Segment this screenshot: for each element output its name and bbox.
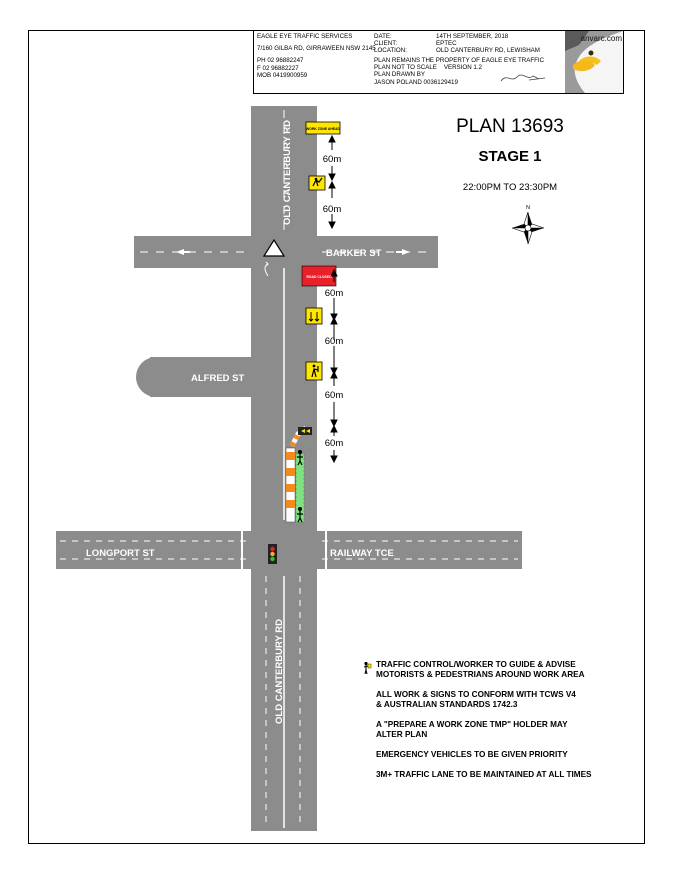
location-value: OLD CANTERBURY RD, LEWISHAM (436, 47, 540, 55)
distance-label: 60m (322, 204, 342, 215)
plan-title: PLAN 13693 (456, 116, 564, 137)
note-item: EMERGENCY VEHICLES TO BE GIVEN PRIORITY (376, 750, 568, 759)
company-mobile: MOB 0419900959 (257, 71, 308, 79)
distance-label: 60m (324, 438, 344, 449)
label-longport-st: LONGPORT ST (86, 548, 155, 559)
north-compass-icon (512, 205, 544, 244)
sign-lane-arrows (306, 308, 322, 324)
plan-notes (376, 660, 646, 790)
distance-label: 60m (324, 336, 344, 347)
note-item: TRAFFIC CONTROL/WORKER TO GUIDE & ADVISE MOTORISTS & PEDESTRIANS AROUND WORK AREA (376, 660, 585, 679)
plan-stage: STAGE 1 (478, 148, 542, 165)
label-old-canterbury-bottom: OLD CANTERBURY RD (274, 618, 285, 724)
distance-markers (329, 136, 337, 462)
company-fax: F 02 96882227 (257, 64, 299, 72)
label-alfred-st: ALFRED ST (191, 373, 245, 384)
sign-work-zone-text: WORK ZONE AHEAD (306, 127, 340, 131)
location-label: LOCATION: (374, 47, 407, 55)
sign-worker-ahead (309, 176, 325, 190)
label-old-canterbury-top: OLD CANTERBURY RD (282, 119, 293, 225)
sign-road-closed-text: ROAD CLOSED (306, 275, 332, 279)
alfred-cul-de-sac (136, 357, 176, 397)
traffic-light-icon (268, 544, 277, 564)
note-item: A "PREPARE A WORK ZONE TMP" HOLDER MAY ALTER PLAN (376, 720, 568, 739)
drawn-by: JASON POLAND 0036129419 (374, 78, 458, 86)
client-label: CLIENT: (374, 40, 398, 48)
date-value: 14TH SEPTEMBER, 2018 (436, 33, 509, 40)
label-barker-st: BARKER ST (326, 248, 382, 259)
website-fragment: anvarc.com (580, 34, 622, 43)
plan-time: 22:00PM TO 23:30PM (462, 182, 558, 193)
scale-note: PLAN NOT TO SCALE (374, 64, 437, 72)
distance-label: 60m (324, 390, 344, 401)
note-worker-icon (364, 662, 371, 674)
company-phone: PH 02 96882247 (257, 57, 304, 65)
distance-label: 60m (322, 154, 342, 165)
drawn-by-label: PLAN DRAWN BY (374, 71, 425, 79)
note-item: 3M+ TRAFFIC LANE TO BE MAINTAINED AT ALL TIMES (376, 770, 592, 779)
date-label: DATE: (374, 33, 392, 40)
note-item: ALL WORK & SIGNS TO CONFORM WITH TCWS V4 & AUSTRALIAN STANDARDS 1742.3 (376, 690, 576, 709)
distance-label: 60m (324, 288, 344, 299)
company-name: EAGLE EYE TRAFFIC SERVICES (257, 33, 353, 40)
company-address: 7/160 GILBA RD, GIRRAWEEN NSW 2145 (257, 45, 376, 53)
sign-traffic-controller (306, 362, 322, 380)
svg-text:N: N (526, 205, 530, 211)
version: VERSION 1.2 (443, 64, 482, 72)
label-railway-tce: RAILWAY TCE (330, 548, 394, 559)
property-note: PLAN REMAINS THE PROPERTY OF EAGLE EYE TRAFFIC (374, 57, 545, 64)
arrow-board-icon (298, 427, 312, 435)
client-value: EPTEC (436, 40, 457, 48)
